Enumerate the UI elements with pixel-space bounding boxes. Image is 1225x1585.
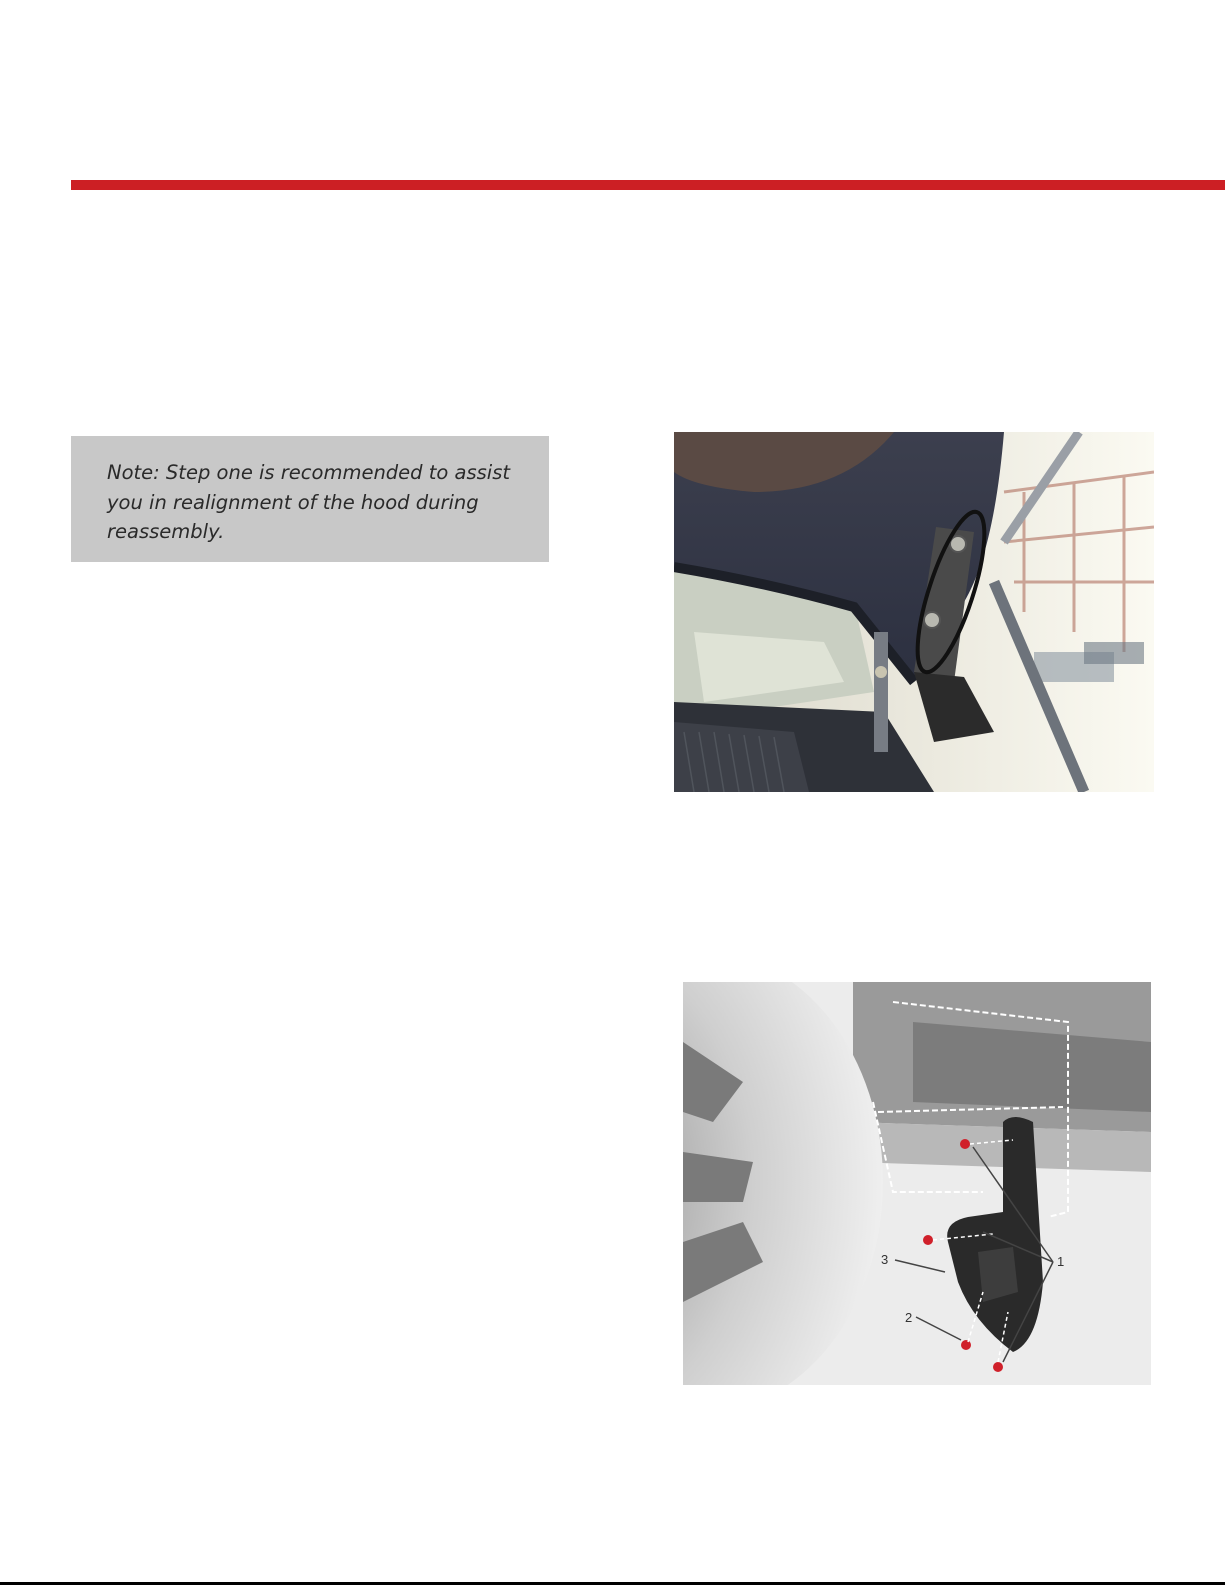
fastener-4 [993,1362,1003,1372]
note-callout [71,436,549,562]
note-line-2: you in realignment of the hood during [107,490,479,514]
hinge-bolt-upper [950,536,966,552]
note-line-3: reassembly. [107,520,225,543]
hood-hinge-photo [674,432,1154,792]
callout-3: 3 [881,1252,889,1267]
fastener-1 [960,1139,970,1149]
mud-flap-diagram [683,982,1151,1385]
hood-hinge-illustration [674,432,1154,792]
callout-1: 1 [1057,1254,1065,1269]
mud-flap-illustration [683,982,1151,1385]
fastener-3 [961,1340,971,1350]
hinge-bolt-lower [924,612,940,628]
fastener-2 [923,1235,933,1245]
callout-2: 2 [905,1310,913,1325]
note-line-1: Note: Step one is recommended to assist [107,461,511,484]
note-text [107,458,527,547]
header-accent-rule [71,180,1225,190]
